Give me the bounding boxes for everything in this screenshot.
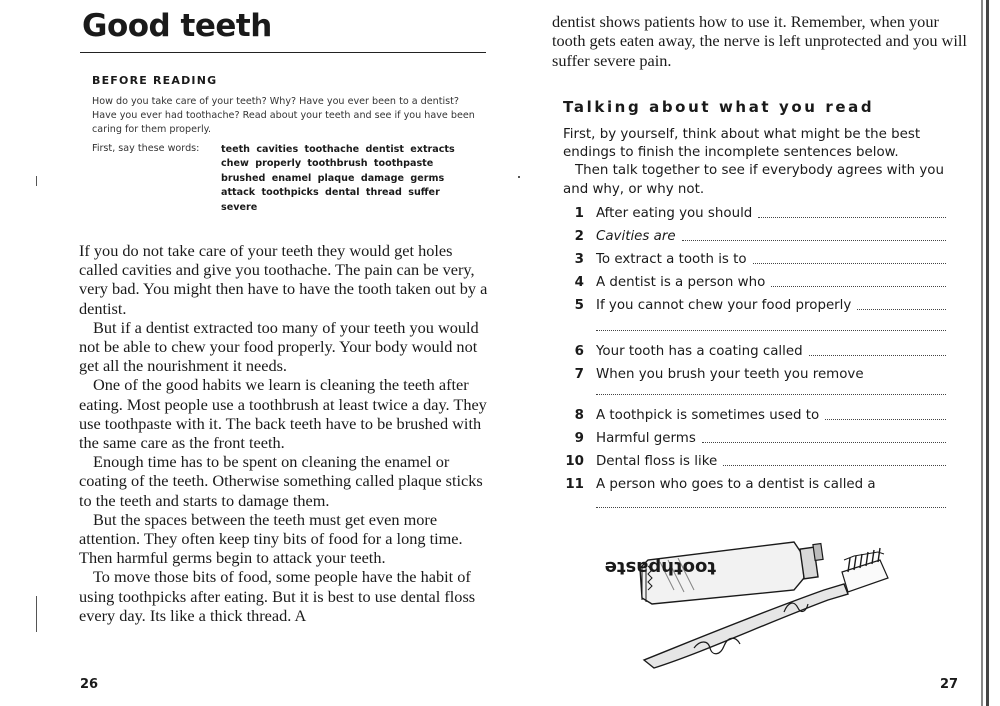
question-item: [562, 406, 946, 426]
instruction-text: Then talk together to see if everybody agrees with you and why, or why not.: [563, 163, 944, 197]
instructions: [563, 126, 963, 199]
question-item: [562, 429, 946, 449]
vocab-word: dental: [325, 187, 360, 199]
question-text: To extract a tooth is to: [596, 252, 747, 267]
vocab-word: dentist: [365, 144, 404, 155]
reading-passage: [79, 241, 489, 625]
section-heading: Talking about what you read: [563, 98, 875, 116]
vocab-word: suffer: [408, 187, 440, 199]
question-item: [562, 475, 946, 495]
question-item: [562, 273, 946, 293]
before-reading-intro: How do you take care of your teeth? Why? Have you ever been to a dentist? Have you ever had toothache? Read about your teeth and see if you have been caring for them properly.: [92, 96, 475, 135]
question-number: 2: [574, 229, 584, 244]
passage-continuation: dentist shows patients how to use it. Remember, when your tooth gets eaten away, the nerve is left unprotected and you will suffer severe pain.: [552, 12, 967, 70]
answer-line[interactable]: [682, 227, 946, 241]
answer-line[interactable]: [596, 394, 946, 395]
question-item: [562, 227, 946, 247]
question-number: 9: [574, 431, 584, 446]
question-number: 10: [565, 454, 584, 469]
answer-line[interactable]: [809, 342, 946, 356]
vocab-word: properly: [255, 158, 302, 170]
scan-mark: [36, 596, 37, 632]
words-label: First, say these words:: [92, 143, 200, 154]
instruction-text: First, by yourself, think about what might be the best endings to finish the incomplete sentences below.: [563, 127, 921, 161]
question-number: 7: [574, 367, 584, 382]
question-text: Harmful germs: [596, 431, 696, 446]
answer-line[interactable]: [758, 204, 946, 218]
vocabulary-words: [221, 143, 471, 215]
vocab-word: chew: [221, 158, 249, 170]
question-number: 8: [574, 408, 584, 423]
toothpaste-tube-icon: [605, 542, 823, 604]
answer-line[interactable]: [702, 429, 946, 443]
question-text: Cavities are: [596, 229, 676, 244]
vocab-word: plaque: [317, 172, 355, 184]
vocab-word: damage: [360, 172, 405, 184]
question-number: 5: [574, 298, 584, 313]
question-item: [562, 342, 946, 362]
question-text: After eating you should: [596, 206, 753, 221]
question-text: A toothpick is sometimes used to: [596, 408, 820, 423]
question-number: 6: [574, 344, 584, 359]
right-page: [500, 0, 1000, 706]
vocab-word: toothpicks: [261, 187, 319, 199]
vocab-word: toothpaste: [373, 158, 434, 170]
vocab-word: teeth: [221, 144, 251, 155]
question-item: [562, 204, 946, 224]
question-text: When you brush your teeth you remove: [596, 367, 864, 382]
before-reading-heading: BEFORE READING: [92, 74, 218, 87]
question-number: 1: [574, 206, 584, 221]
vocab-word: severe: [221, 201, 258, 213]
question-item: [562, 365, 946, 385]
question-number: 4: [574, 275, 584, 290]
vocab-word: toothache: [304, 144, 360, 155]
page-title: Good teeth: [82, 8, 272, 44]
question-number: 3: [574, 252, 584, 267]
question-text: Your tooth has a coating called: [596, 344, 803, 359]
answer-line[interactable]: [771, 273, 946, 287]
answer-line[interactable]: [825, 406, 946, 420]
vocab-word: attack: [221, 187, 256, 199]
tube-label: toothpaste: [604, 557, 716, 578]
passage-paragraph: To move those bits of food, some people have the habit of using toothpicks after eating. But it is best to use dental floss every day. Its like a thick thread. A: [79, 567, 476, 625]
vocab-word: cavities: [256, 144, 299, 155]
vocab-word: germs: [410, 172, 445, 184]
passage-paragraph: Enough time has to be spent on cleaning the enamel or coating of the teeth. Otherwise something called plaque sticks to the teeth and starts to damage them.: [79, 452, 483, 510]
passage-paragraph: If you do not take care of your teeth they would get holes called cavities and give you toothache. The pain can be very, very bad. You might then have to have the tooth taken out by a dentist.: [79, 241, 488, 318]
question-text: A dentist is a person who: [596, 275, 766, 290]
question-text: If you cannot chew your food properly: [596, 298, 852, 313]
scan-mark: [36, 176, 37, 186]
vocab-word: toothbrush: [307, 158, 368, 170]
page-number-right: 27: [940, 677, 959, 692]
answer-line[interactable]: [596, 507, 946, 508]
passage-paragraph: But if a dentist extracted too many of your teeth you would not be able to chew your food properly. Your body would not get all the nourishment it needs.: [79, 317, 479, 376]
question-number: 11: [565, 477, 584, 492]
question-text: A person who goes to a dentist is called a: [596, 477, 876, 492]
passage-paragraph: One of the good habits we learn is cleaning the teeth after eating. Most people use a toothbrush at least twice a day. They use toothpaste with it. The back teeth have to be brushed with the same care as the front teeth.: [79, 375, 487, 453]
passage-paragraph: But the spaces between the teeth must get even more attention. They often keep tiny bits of food for a long time. Then harmful germs begin to attack your teeth.: [79, 509, 463, 568]
vocab-word: enamel: [271, 172, 312, 184]
vocab-word: brushed: [221, 172, 266, 184]
answer-line[interactable]: [596, 330, 946, 331]
title-rule: [80, 52, 486, 53]
question-item: [562, 452, 946, 472]
answer-line[interactable]: [753, 250, 946, 264]
question-item: [562, 296, 946, 316]
question-text: Dental floss is like: [596, 454, 718, 469]
vocab-word: thread: [365, 187, 402, 199]
page-number-left: 26: [80, 677, 99, 692]
question-item: [562, 250, 946, 270]
answer-line[interactable]: [723, 452, 946, 466]
toothpaste-toothbrush-illustration: [604, 520, 894, 670]
vocab-word: extracts: [410, 144, 455, 155]
answer-line[interactable]: [857, 296, 946, 310]
